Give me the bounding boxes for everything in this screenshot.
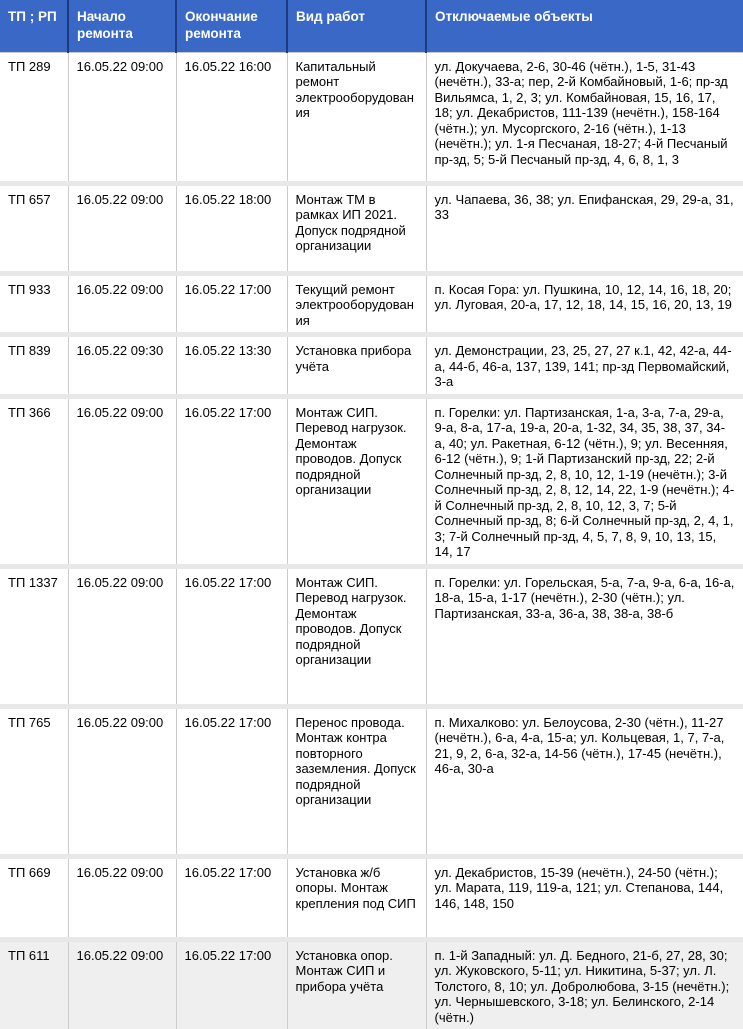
cell-start: 16.05.22 09:00 — [68, 939, 176, 1029]
cell-end: 16.05.22 16:00 — [176, 52, 287, 183]
header-cell-tp: ТП ; РП — [0, 0, 68, 52]
cell-end: 16.05.22 17:00 — [176, 273, 287, 335]
cell-end: 16.05.22 17:00 — [176, 856, 287, 939]
cell-tp: ТП 839 — [0, 335, 68, 397]
table-row — [0, 273, 743, 335]
cell-start: 16.05.22 09:00 — [68, 706, 176, 856]
cell-objects: п. Горелки: ул. Горельская, 5-а, 7-а, 9-а, 6-а, 16-а, 18-а, 15-а, 1-17 (нечётн.), 2-30 (чётн.); ул. Партизанская, 33-а, 36-а, 38, 38-а, 38-б — [426, 566, 743, 706]
cell-work: Монтаж ТМ в рамках ИП 2021. Допуск подрядной организации — [287, 183, 426, 273]
cell-tp: ТП 1337 — [0, 566, 68, 706]
cell-objects: п. 1-й Западный: ул. Д. Бедного, 21-б, 27, 28, 30; ул. Жуковского, 5-11; ул. Никитина, 5-37; ул. Л. Толстого, 8, 10; ул. Добролюбова, 3-15 (нечётн.); ул. Чернышевского, 3-18; ул. Белинского, 2-14 (чётн.) — [426, 939, 743, 1029]
cell-start: 16.05.22 09:30 — [68, 335, 176, 397]
cell-objects: ул. Декабристов, 15-39 (нечётн.), 24-50 (чётн.); ул. Марата, 119, 119-а, 121; ул. Степанова, 144, 146, 148, 150 — [426, 856, 743, 939]
cell-tp: ТП 657 — [0, 183, 68, 273]
table-row — [0, 939, 743, 1029]
header-cell-objects: Отключаемые объекты — [426, 0, 743, 52]
header-row — [0, 0, 743, 52]
cell-start: 16.05.22 09:00 — [68, 183, 176, 273]
cell-work: Монтаж СИП. Перевод нагрузок. Демонтаж проводов. Допуск подрядной организации — [287, 566, 426, 706]
table-row — [0, 706, 743, 856]
cell-start: 16.05.22 09:00 — [68, 273, 176, 335]
cell-tp: ТП 611 — [0, 939, 68, 1029]
header-cell-start: Начало ремонта — [68, 0, 176, 52]
cell-end: 16.05.22 17:00 — [176, 939, 287, 1029]
cell-work: Перенос провода. Монтаж контра повторного заземления. Допуск подрядной организации — [287, 706, 426, 856]
cell-work: Установка ж/б опоры. Монтаж крепления под СИП — [287, 856, 426, 939]
cell-tp: ТП 289 — [0, 52, 68, 183]
cell-tp: ТП 366 — [0, 396, 68, 566]
cell-end: 16.05.22 13:30 — [176, 335, 287, 397]
cell-objects: ул. Докучаева, 2-6, 30-46 (чётн.), 1-5, 31-43 (нечётн.), 33-а; пер, 2-й Комбайновый, 1-6; пр-зд Вильямса, 1, 2, 3; ул. Комбайновая, 15, 16, 17, 18; ул. Декабристов, 111-139 (нечётн.), 158-164 (чётн.); ул. Мусоргского, 2-16 (чётн.), 1-13 (нечётн.); ул. 1-я Песчаная, 18-27; 4-й Песчаный пр-зд, 5; 5-й Песчаный пр-зд, 4, 6, 8, 1, 3 — [426, 52, 743, 183]
table-header — [0, 0, 743, 52]
cell-work: Текущий ремонт электрооборудования — [287, 273, 426, 335]
cell-end: 16.05.22 17:00 — [176, 396, 287, 566]
cell-tp: ТП 669 — [0, 856, 68, 939]
table-row — [0, 183, 743, 273]
table-body — [0, 52, 743, 1029]
cell-start: 16.05.22 09:00 — [68, 396, 176, 566]
cell-work: Установка опор. Монтаж СИП и прибора учёта — [287, 939, 426, 1029]
cell-objects: п. Горелки: ул. Партизанская, 1-а, 3-а, 7-а, 29-а, 9-а, 8-а, 17-а, 19-а, 20-а, 1-32, 34, 35, 38, 37, 34-а, 40; ул. Ракетная, 6-12 (чётн.), 9; ул. Весенняя, 6-12 (чётн.), 9; 1-й Партизанский пр-зд, 22; 2-й Солнечный пр-зд, 2, 8, 10, 12, 1-19 (нечётн.); 3-й Солнечный пр-зд, 2, 8, 12, 14, 22, 1-9 (нечётн.); 4-й Солнечный пр-зд, 2, 8, 10, 12, 3, 7; 5-й Солнечный пр-зд, 8; 6-й Солнечный пр-зд, 2, 4, 1, 3; 7-й Солнечный пр-зд, 4, 5, 7, 8, 9, 10, 13, 15, 14, 17 — [426, 396, 743, 566]
header-cell-end: Окончание ремонта — [176, 0, 287, 52]
table-row — [0, 52, 743, 183]
cell-objects: п. Косая Гора: ул. Пушкина, 10, 12, 14, 16, 18, 20; ул. Луговая, 20-а, 17, 12, 18, 14, 15, 16, 20, 13, 19 — [426, 273, 743, 335]
table-row — [0, 335, 743, 397]
cell-objects: ул. Чапаева, 36, 38; ул. Епифанская, 29, 29-а, 31, 33 — [426, 183, 743, 273]
header-cell-work: Вид работ — [287, 0, 426, 52]
cell-start: 16.05.22 09:00 — [68, 856, 176, 939]
cell-work: Капитальный ремонт электрооборудования — [287, 52, 426, 183]
table-row — [0, 856, 743, 939]
cell-end: 16.05.22 17:00 — [176, 706, 287, 856]
cell-objects: п. Михалково: ул. Белоусова, 2-30 (чётн.), 11-27 (нечётн.), 6-а, 4-а, 15-а; ул. Кольцевая, 1, 7, 7-а, 21, 9, 2, 6-а, 32-а, 14-56 (чётн.), 17-45 (нечётн.), 46-а, 30-а — [426, 706, 743, 856]
table-row — [0, 396, 743, 566]
cell-end: 16.05.22 18:00 — [176, 183, 287, 273]
cell-end: 16.05.22 17:00 — [176, 566, 287, 706]
cell-objects: ул. Демонстрации, 23, 25, 27, 27 к.1, 42, 42-а, 44-а, 44-б, 46-а, 137, 139, 141; пр-зд Первомайский, 3-а — [426, 335, 743, 397]
cell-work: Установка прибора учёта — [287, 335, 426, 397]
cell-start: 16.05.22 09:00 — [68, 52, 176, 183]
table-row — [0, 566, 743, 706]
cell-start: 16.05.22 09:00 — [68, 566, 176, 706]
cell-tp: ТП 933 — [0, 273, 68, 335]
cell-tp: ТП 765 — [0, 706, 68, 856]
cell-work: Монтаж СИП. Перевод нагрузок. Демонтаж проводов. Допуск подрядной организации — [287, 396, 426, 566]
